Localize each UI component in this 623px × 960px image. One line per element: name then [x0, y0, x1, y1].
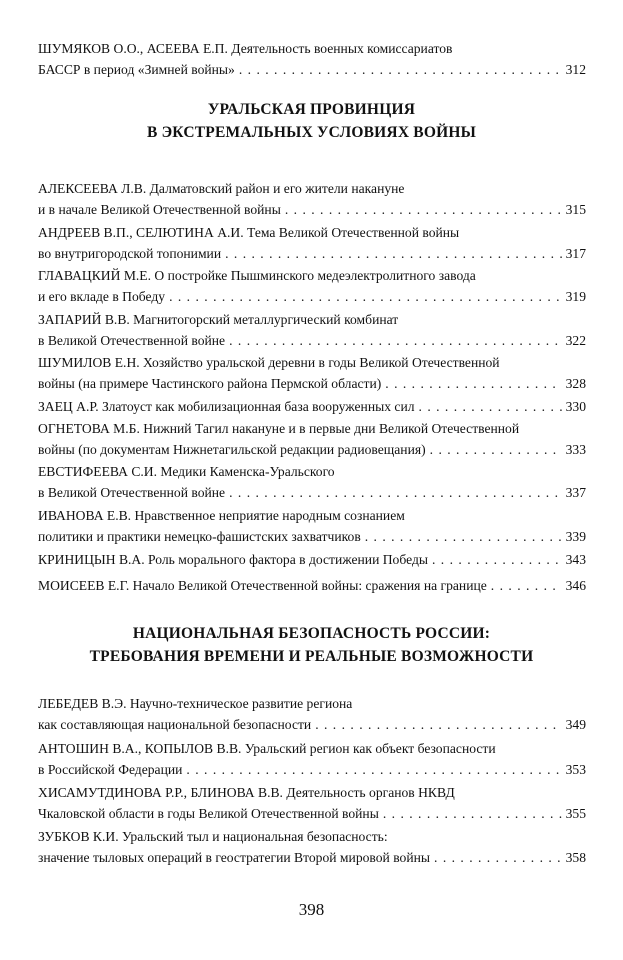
entry-title: ЗАЕЦ А.Р. Златоуст как мобилизационная база вооруженных сил	[38, 399, 415, 414]
toc-entry	[38, 178, 586, 220]
entry-page-number: 353	[565, 762, 586, 777]
entry-title-line2: в Великой Отечественной войне	[38, 333, 226, 348]
dot-leader	[434, 847, 562, 868]
toc-entry	[38, 461, 586, 503]
toc-entry	[38, 693, 586, 735]
entry-page-number: 349	[565, 717, 586, 732]
dot-leader	[229, 482, 562, 503]
entry-title: МОИСЕЕВ Е.Г. Начало Великой Отечественной войны: сражения на границе	[38, 578, 487, 593]
entry-page-number: 333	[565, 442, 586, 457]
entry-title-line1: ХИСАМУТДИНОВА Р.Р., БЛИНОВА В.В. Деятельность органов НКВД	[38, 785, 455, 800]
toc-entry	[38, 418, 586, 460]
entry-title-line1: ШУМИЛОВ Е.Н. Хозяйство уральской деревни в годы Великой Отечественной	[38, 355, 500, 370]
toc-entry	[38, 38, 586, 80]
section-heading	[0, 98, 623, 144]
entry-title-line1: ИВАНОВА Е.В. Нравственное неприятие народным сознанием	[38, 508, 405, 523]
entry-title-line1: ГЛАВАЦКИЙ М.Е. О постройке Пышминского медеэлектролитного завода	[38, 268, 476, 283]
entry-title-line1: АНДРЕЕВ В.П., СЕЛЮТИНА А.И. Тема Великой Отечественной войны	[38, 225, 460, 240]
entry-title-line2: в Великой Отечественной войне	[38, 485, 226, 500]
toc-entry	[38, 782, 586, 824]
entry-title-line1: ОГНЕТОВА М.Б. Нижний Тагил накануне и в первые дни Великой Отечественной	[38, 421, 520, 436]
toc-entry	[38, 396, 586, 417]
entry-page-number: 339	[565, 529, 586, 544]
toc-entry	[38, 265, 586, 307]
entry-page-number: 328	[565, 376, 586, 391]
entry-page-number: 322	[565, 333, 586, 348]
section-heading-line1: УРАЛЬСКАЯ ПРОВИНЦИЯ	[207, 101, 416, 118]
dot-leader	[239, 59, 562, 80]
entry-title-line2: политики и практики немецко-фашистских захватчиков	[38, 529, 361, 544]
entry-page-number: 337	[565, 485, 586, 500]
dot-leader	[365, 526, 562, 547]
dot-leader	[491, 575, 562, 596]
entry-page-number: 355	[565, 806, 586, 821]
dot-leader	[229, 330, 562, 351]
section-heading-line2: ТРЕБОВАНИЯ ВРЕМЕНИ И РЕАЛЬНЫЕ ВОЗМОЖНОСТИ	[89, 648, 534, 665]
entry-title-line2: и в начале Великой Отечественной войны	[38, 202, 281, 217]
toc-entry	[38, 738, 586, 780]
dot-leader	[385, 373, 561, 394]
entry-page-number: 358	[565, 850, 586, 865]
dot-leader	[432, 549, 562, 570]
entry-page-number: 317	[565, 246, 586, 261]
section-heading-line1: НАЦИОНАЛЬНАЯ БЕЗОПАСНОСТЬ РОССИИ:	[132, 625, 491, 642]
dot-leader	[285, 199, 562, 220]
entry-title-line1: АЛЕКСЕЕВА Л.В. Далматовский район и его жители накануне	[38, 181, 405, 196]
entry-page-number: 319	[565, 289, 586, 304]
section-heading-line2: В ЭКСТРЕМАЛЬНЫХ УСЛОВИЯХ ВОЙНЫ	[146, 124, 477, 141]
toc-entry	[38, 352, 586, 394]
entry-title-line2: значение тыловых операций в геостратегии Второй мировой войны	[38, 850, 431, 865]
entry-title-line2: Чкаловской области в годы Великой Отечественной войны	[38, 806, 379, 821]
toc-entry	[38, 826, 586, 868]
dot-leader	[169, 286, 562, 307]
entry-title-line2: войны (на примере Частинского района Пермской области)	[38, 376, 382, 391]
entry-title-line2: во внутригородской топонимии	[38, 246, 222, 261]
entry-title-line1: ЛЕБЕДЕВ В.Э. Научно-техническое развитие региона	[38, 696, 353, 711]
entry-title-line1: ЗУБКОВ К.И. Уральский тыл и национальная безопасность:	[38, 829, 388, 844]
dot-leader	[315, 714, 561, 735]
entry-title-line1: АНТОШИН В.А., КОПЫЛОВ В.В. Уральский регион как объект безопасности	[38, 741, 496, 756]
toc-entry	[38, 309, 586, 351]
dot-leader	[225, 243, 562, 264]
entry-title-line2: и его вкладе в Победу	[38, 289, 166, 304]
entry-title-line1: ШУМЯКОВ О.О., АСЕЕВА Е.П. Деятельность военных комиссариатов	[38, 41, 453, 56]
entry-title-line2: в Российской Федерации	[38, 762, 183, 777]
toc-entry	[38, 505, 586, 547]
dot-leader	[430, 439, 562, 460]
entry-title-line1: ЕВСТИФЕЕВА С.И. Медики Каменска-Уральского	[38, 464, 335, 479]
entry-page-number: 315	[565, 202, 586, 217]
toc-entry	[38, 222, 586, 264]
entry-title: КРИНИЦЫН В.А. Роль морального фактора в достижении Победы	[38, 552, 428, 567]
section-heading	[0, 622, 623, 668]
entry-page-number: 312	[565, 62, 586, 77]
entry-title-line2: БАССР в период «Зимней войны»	[38, 62, 235, 77]
entry-title-line1: ЗАПАРИЙ В.В. Магнитогорский металлургический комбинат	[38, 312, 399, 327]
dot-leader	[383, 803, 562, 824]
entry-page-number: 346	[565, 578, 586, 593]
entry-page-number: 343	[565, 552, 586, 567]
dot-leader	[419, 396, 562, 417]
entry-title-line2: как составляющая национальной безопасности	[38, 717, 312, 732]
entry-title-line2: войны (по документам Нижнетагильской редакции радиовещания)	[38, 442, 426, 457]
dot-leader	[186, 759, 561, 780]
page-number: 398	[298, 900, 325, 919]
toc-entry	[38, 575, 586, 596]
entry-page-number: 330	[565, 399, 586, 414]
toc-entry	[38, 549, 586, 570]
